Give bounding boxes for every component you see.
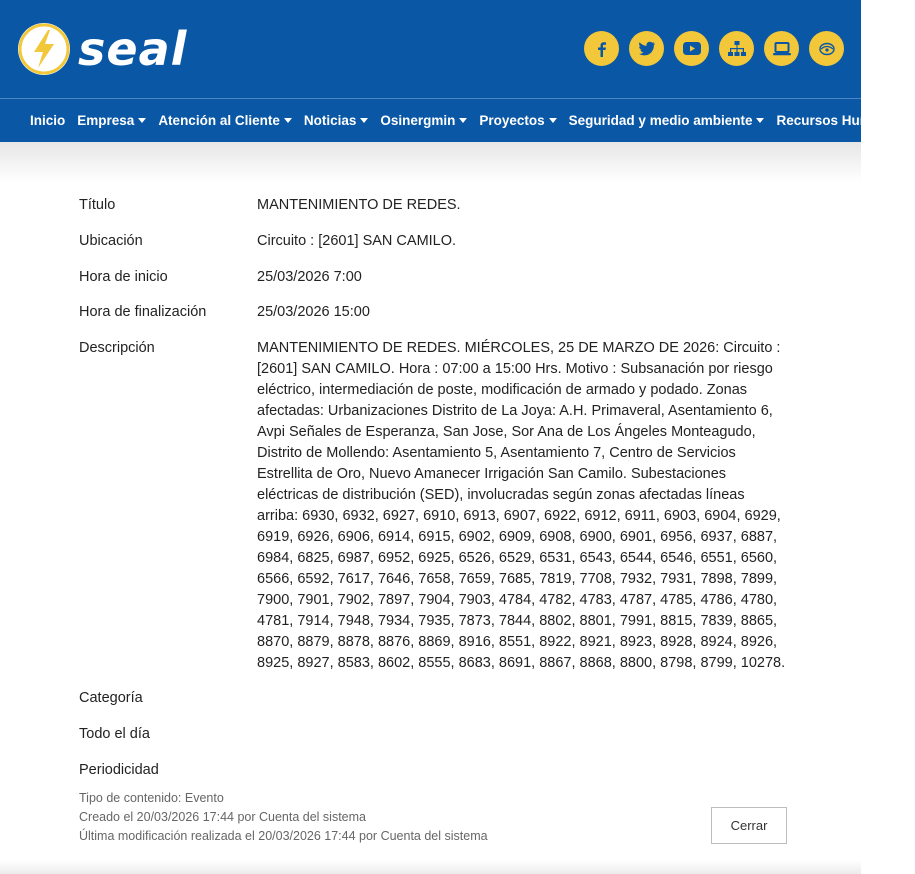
nav-empresa[interactable] (77, 113, 146, 128)
field-hora-fin (79, 302, 787, 323)
caret-down-icon (138, 118, 146, 123)
field-periodicidad (79, 760, 257, 781)
nav-proyectos[interactable] (479, 113, 556, 128)
field-label: Título (79, 197, 116, 213)
field-value: MANTENIMIENTO DE REDES. MIÉRCOLES, 25 DE MARZO DE 2026: Circuito : [2601] SAN CAMILO. Hora : 07:00 a 15:00 Hrs. Motivo : Subsanación por riesgo eléctrico, intermediación de poste, modificación de armado y podado. Zonas afectadas: Urbanizaciones Distrito de La Joya: A.H. Primaveral, Asentamiento 6, Avpi Señales de Esperanza, San Jose, Sor Ana de Los Ángeles Monteagudo, Distrito de Mollendo: Asentamiento 5, Asentamiento 7, Centro de Servicios Estrellita de Oro, Nuevo Amanecer Irrigación San Camilo. Subestaciones eléctricas de distribución (SED), involucradas según zonas afectadas líneas arriba: 6930, 6932, 6927, 6910, 6913, 6907, 6922, 6912, 6911, 6903, 6904, 6929, 6919, 6926, 6906, 6914, 6915, 6902, 6909, 6908, 6900, 6901, 6956, 6937, 6887, 6984, 6825, 6987, 6952, 6925, 6526, 6529, 6531, 6543, 6544, 6546, 6551, 6560, 6566, 6592, 7617, 7646, 7658, 7659, 7685, 7819, 7708, 7932, 7931, 7898, 7899, 7900, 7901, 7902, 7897, 7904, 7903, 4784, 4782, 4783, 4787, 4785, 4786, 4780, 4781, 7914, 7948, 7934, 7935, 7873, 7844, 8802, 8801, 7991, 8815, 7839, 8865, 8870, 8879, 8878, 8876, 8869, 8916, 8551, 8922, 8921, 8923, 8928, 8924, 8926, 8925, 8927, 8583, 8602, 8555, 8683, 8691, 8867, 8868, 8800, 8798, 8799, 10278. (257, 340, 786, 671)
field-todo-el-dia (79, 724, 257, 745)
nav-inicio-label: Inicio (30, 113, 66, 128)
caret-down-icon (907, 118, 915, 123)
nav-noticias-label: Noticias (303, 113, 357, 128)
lightning-bolt-icon (18, 23, 70, 75)
field-label: Hora de inicio (79, 269, 168, 285)
social-links (584, 31, 844, 66)
nav-seguridad[interactable] (569, 113, 765, 128)
laptop-icon[interactable] (764, 31, 799, 66)
header-shadow (0, 142, 861, 182)
field-label: Categoría (79, 690, 143, 706)
caret-down-icon (459, 118, 467, 123)
caret-down-icon (360, 118, 368, 123)
nav-osinergmin-label: Osinergmin (380, 113, 456, 128)
field-label: Hora de finalización (79, 304, 207, 320)
main-nav (0, 98, 904, 142)
header-bar (0, 0, 861, 98)
nav-noticias[interactable] (304, 113, 369, 128)
nav-recursos-humanos[interactable] (776, 113, 915, 128)
field-value: 25/03/2026 7:00 (257, 269, 362, 285)
caret-down-icon (756, 118, 764, 123)
field-categoria (79, 688, 257, 709)
youtube-icon[interactable] (674, 31, 709, 66)
field-hora-inicio (79, 267, 787, 288)
brand-name: seal (78, 22, 188, 76)
item-metadata (79, 789, 488, 846)
modified-text: Última modificación realizada el 20/03/2026 17:44 por Cuenta del sistema (79, 829, 488, 843)
footer-shadow (0, 860, 861, 874)
nav-rrhh-label: Recursos Humanos (776, 113, 904, 128)
nav-proyectos-label: Proyectos (479, 113, 545, 128)
nav-seguridad-label: Seguridad y medio ambiente (568, 113, 753, 128)
sitemap-icon[interactable] (719, 31, 754, 66)
seal-logo[interactable] (18, 22, 187, 76)
caret-down-icon (549, 118, 557, 123)
content-type-text: Tipo de contenido: Evento (79, 791, 224, 805)
sgc-icon[interactable] (809, 31, 844, 66)
twitter-icon[interactable] (629, 31, 664, 66)
nav-atencion-cliente[interactable] (158, 113, 292, 128)
field-label: Todo el día (79, 726, 150, 742)
nav-empresa-label: Empresa (77, 113, 135, 128)
created-text: Creado el 20/03/2026 17:44 por Cuenta del sistema (79, 810, 366, 824)
field-label: Periodicidad (79, 762, 159, 778)
nav-atencion-label: Atención al Cliente (158, 113, 280, 128)
field-descripcion (79, 338, 787, 674)
caret-down-icon (284, 118, 292, 123)
nav-osinergmin[interactable] (380, 113, 467, 128)
close-button[interactable]: Cerrar (711, 807, 787, 844)
field-ubicacion (79, 231, 787, 252)
field-value: 25/03/2026 15:00 (257, 304, 370, 320)
field-titulo (79, 195, 787, 216)
field-label: Descripción (79, 340, 155, 356)
field-value: MANTENIMIENTO DE REDES. (257, 197, 461, 213)
facebook-icon[interactable] (584, 31, 619, 66)
field-value: Circuito : [2601] SAN CAMILO. (257, 233, 457, 249)
field-label: Ubicación (79, 233, 143, 249)
nav-inicio[interactable] (30, 113, 65, 128)
